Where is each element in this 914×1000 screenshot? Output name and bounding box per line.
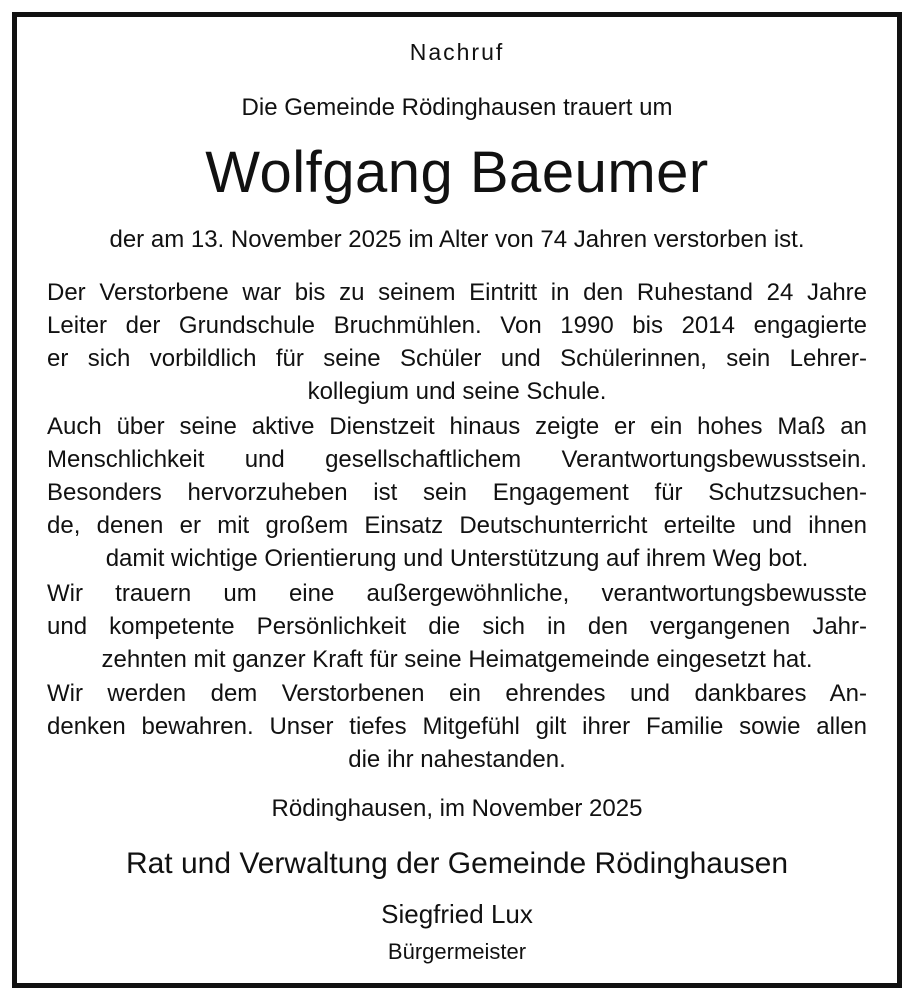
mayor-title: Bürgermeister (387, 939, 527, 964)
paragraph-line: und kompetente Persönlichkeit die sich in den vergangenen Jahr- (47, 613, 867, 640)
paragraph-mourning (47, 577, 867, 676)
paragraph-line: damit wichtige Orientierung und Unterstützung auf ihrem Weg bot. (105, 545, 809, 572)
paragraph-career (47, 276, 867, 408)
paragraph-line: de, denen er mit großem Einsatz Deutschunterricht erteilte und ihnen (47, 512, 867, 539)
paragraph-line: zehnten mit ganzer Kraft für seine Heimatgemeinde eingesetzt hat. (101, 646, 813, 673)
paragraph-line: Menschlichkeit und gesellschaftlichem Verantwortungsbewusstsein. (47, 446, 867, 473)
council-signature: Rat und Verwaltung der Gemeinde Rödinghausen (125, 847, 789, 880)
obituary-content (47, 17, 867, 983)
paragraph-line: Leiter der Grundschule Bruchmühlen. Von 1990 bis 2014 engagierte (47, 312, 867, 339)
paragraph-line: Auch über seine aktive Dienstzeit hinaus zeigte er ein hohes Maß an (47, 413, 867, 440)
intro-line: Die Gemeinde Rödinghausen trauert um (241, 94, 673, 121)
paragraph-line: denken bewahren. Unser tiefes Mitgefühl gilt ihrer Familie sowie allen (47, 713, 867, 740)
death-line: der am 13. November 2025 im Alter von 74 Jahren verstorben ist. (109, 226, 805, 253)
obituary-notice (12, 12, 902, 988)
place-date: Rödinghausen, im November 2025 (271, 795, 643, 822)
deceased-name: Wolfgang Baeumer (205, 140, 709, 205)
paragraph-line: er sich vorbildlich für seine Schüler und Schülerinnen, sein Lehrer- (47, 345, 867, 372)
notice-heading: Nachruf (409, 39, 505, 65)
paragraph-remembrance (47, 677, 867, 776)
paragraph-line: Wir trauern um eine außergewöhnliche, verantwortungsbewusste (47, 580, 867, 607)
paragraph-line: die ihr nahestanden. (348, 746, 566, 773)
mayor-name: Siegfried Lux (381, 899, 533, 929)
paragraph-engagement (47, 410, 867, 575)
paragraph-line: Der Verstorbene war bis zu seinem Eintritt in den Ruhestand 24 Jahre (47, 279, 867, 306)
paragraph-line: kollegium und seine Schule. (307, 378, 607, 405)
paragraph-line: Besonders hervorzuheben ist sein Engagement für Schutzsuchen- (47, 479, 867, 506)
paragraph-line: Wir werden dem Verstorbenen ein ehrendes und dankbares An- (47, 680, 867, 707)
